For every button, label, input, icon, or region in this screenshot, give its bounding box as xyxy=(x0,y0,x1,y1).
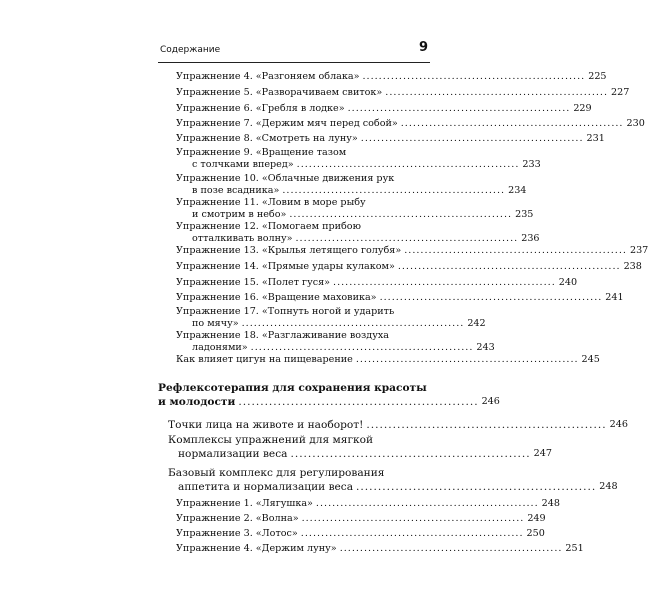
toc-entry-page: 247 xyxy=(533,448,552,459)
toc-entry-title: Упражнение 13. «Крылья летящего голубя» xyxy=(176,245,402,256)
toc-entry-title-line2: в позе всадника» xyxy=(192,185,280,196)
toc-entry-title: Упражнение 8. «Смотреть на луну» xyxy=(176,133,358,144)
dot-leader: ....................................................... xyxy=(362,71,586,82)
toc-entry-title-line2: аппетита и нормализации веса xyxy=(178,481,354,493)
toc-entry[interactable] xyxy=(176,277,578,289)
toc-entry-page: 231 xyxy=(586,133,605,144)
dot-leader: ....................................................... xyxy=(397,261,621,272)
toc-entry[interactable] xyxy=(176,306,486,330)
running-header-title: Содержание xyxy=(160,45,221,55)
toc-entry-page: 236 xyxy=(521,233,540,244)
toc-entry-title-line1: Упражнение 12. «Помогаем прибою xyxy=(176,221,361,232)
toc-entry-title-line1: Упражнение 9. «Вращение тазом xyxy=(176,147,347,158)
toc-entry[interactable] xyxy=(176,87,630,99)
toc-entry-title: Как влияет цигун на пищеварение xyxy=(176,354,353,365)
toc-entry-page: 248 xyxy=(599,481,618,492)
toc-entry-title: Упражнение 7. «Держим мяч перед собой» xyxy=(176,118,398,129)
toc-entry-title: Упражнение 4. «Разгоняем облака» xyxy=(176,71,360,82)
toc-entry-page: 230 xyxy=(626,118,645,129)
dot-leader: ....................................................... xyxy=(282,185,506,196)
toc-entry-page: 249 xyxy=(527,513,546,524)
dot-leader: ....................................................... xyxy=(315,498,539,509)
dot-leader: ....................................................... xyxy=(296,159,520,170)
toc-entry-title: Упражнение 3. «Лотос» xyxy=(176,528,298,539)
toc-entry-page: 241 xyxy=(605,292,624,303)
dot-leader: ....................................................... xyxy=(333,277,556,288)
dot-leader: ....................................................... xyxy=(301,513,525,524)
dot-leader: ....................................................... xyxy=(360,133,584,144)
page-number: 9 xyxy=(418,40,428,55)
dot-leader: ....................................................... xyxy=(400,118,624,129)
dot-leader: ....................................................... xyxy=(379,292,603,303)
toc-entry-title-line2: и смотрим в небо» xyxy=(192,209,287,220)
dot-leader: ....................................................... xyxy=(289,209,513,220)
running-header xyxy=(158,40,430,63)
dot-leader: ....................................................... xyxy=(295,233,519,244)
toc-entry-page: 246 xyxy=(609,419,628,430)
toc-entry[interactable] xyxy=(176,498,560,510)
toc-entry[interactable] xyxy=(176,292,624,304)
dot-leader: ....................................................... xyxy=(355,354,579,365)
toc-entry[interactable] xyxy=(176,71,607,83)
dot-leader: ....................................................... xyxy=(347,103,571,114)
dot-leader: ....................................................... xyxy=(356,481,597,493)
dot-leader: ....................................................... xyxy=(366,419,607,431)
toc-entry-title-line1: Упражнение 11. «Ловим в море рыбу xyxy=(176,197,366,208)
toc-entry-title: Точки лица на животе и наоборот! xyxy=(168,419,364,431)
toc-entry-title-line1: Упражнение 18. «Разглаживание воздуха xyxy=(176,330,389,341)
toc-entry-title-line1: Упражнение 17. «Топнуть ногой и ударить xyxy=(176,306,395,317)
toc-entry-page: 225 xyxy=(588,71,607,82)
toc-entry-title-line2: ладонями» xyxy=(192,342,248,353)
toc-section-title-line1: Рефлексотерапия для сохранения красоты xyxy=(158,382,427,394)
toc-entry-page: 233 xyxy=(522,159,541,170)
toc-entry-page: 227 xyxy=(611,87,630,98)
toc-section-title-line2: и молодости xyxy=(158,396,236,408)
toc-entry-title: Упражнение 15. «Полет гуся» xyxy=(176,277,331,288)
toc-entry[interactable] xyxy=(176,261,642,273)
toc-entry[interactable] xyxy=(168,433,552,461)
toc-entry-page: 240 xyxy=(558,277,578,288)
dot-leader: ....................................................... xyxy=(250,342,474,353)
toc-entry[interactable] xyxy=(176,103,592,115)
toc-section[interactable] xyxy=(158,381,500,409)
toc-entry-title: Упражнение 5. «Разворачиваем свиток» xyxy=(176,87,383,98)
toc-entry-title: Упражнение 6. «Гребля в лодке» xyxy=(176,103,345,114)
toc-entry-title-line1: Упражнение 10. «Облачные движения рук xyxy=(176,173,395,184)
toc-entry[interactable] xyxy=(176,147,541,171)
toc-entry[interactable] xyxy=(176,354,600,366)
dot-leader: ....................................................... xyxy=(385,87,609,98)
toc-entry[interactable] xyxy=(168,466,618,494)
toc-entry-title-line2: нормализации веса xyxy=(178,448,288,460)
toc-entry-page: 248 xyxy=(541,498,560,509)
toc-entry-page: 238 xyxy=(623,261,642,272)
toc-entry-title-line1: Комплексы упражнений для мягкой xyxy=(168,434,374,446)
toc-entry-title: Упражнение 16. «Вращение маховика» xyxy=(176,292,377,303)
dot-leader: ....................................................... xyxy=(339,543,563,554)
dot-leader: ....................................................... xyxy=(238,396,479,408)
dot-leader: ....................................................... xyxy=(404,245,627,256)
toc-entry[interactable] xyxy=(176,543,584,555)
toc-entry[interactable] xyxy=(176,197,534,221)
toc-entry-page: 251 xyxy=(565,543,584,554)
toc-entry[interactable] xyxy=(176,528,545,540)
toc-entry-page: 242 xyxy=(467,318,486,329)
toc-entry[interactable] xyxy=(176,118,645,130)
toc-entry[interactable] xyxy=(176,513,546,525)
toc-entry-title: Упражнение 2. «Волна» xyxy=(176,513,299,524)
toc-entry-title-line1: Базовый комплекс для регулирования xyxy=(168,467,385,479)
toc-entry[interactable] xyxy=(176,133,605,145)
dot-leader: ....................................................... xyxy=(241,318,465,329)
toc-entry-title-line2: по мячу» xyxy=(192,318,239,329)
toc-entry-page: 229 xyxy=(573,103,592,114)
toc-entry[interactable] xyxy=(176,330,495,354)
toc-entry-title-line2: с толчками вперед» xyxy=(192,159,294,170)
dot-leader: ....................................................... xyxy=(290,448,531,460)
dot-leader: ....................................................... xyxy=(300,528,524,539)
toc-entry[interactable] xyxy=(168,418,628,432)
toc-entry[interactable] xyxy=(176,173,527,197)
toc-entry-page: 250 xyxy=(526,528,545,539)
toc-section-page: 246 xyxy=(481,396,500,407)
toc-entry-title-line2: отталкивать волну» xyxy=(192,233,293,244)
toc-entry-page: 243 xyxy=(476,342,495,353)
toc-entry-page: 234 xyxy=(508,185,527,196)
toc-entry-page: 235 xyxy=(515,209,534,220)
toc-entry-title: Упражнение 4. «Держим луну» xyxy=(176,543,337,554)
toc-entry-title: Упражнение 1. «Лягушка» xyxy=(176,498,313,509)
toc-entry[interactable] xyxy=(176,245,648,257)
toc-entry[interactable] xyxy=(176,221,540,245)
toc-entry-page: 245 xyxy=(581,354,600,365)
toc-entry-page: 237 xyxy=(629,245,648,256)
toc-entry-title: Упражнение 14. «Прямые удары кулаком» xyxy=(176,261,395,272)
